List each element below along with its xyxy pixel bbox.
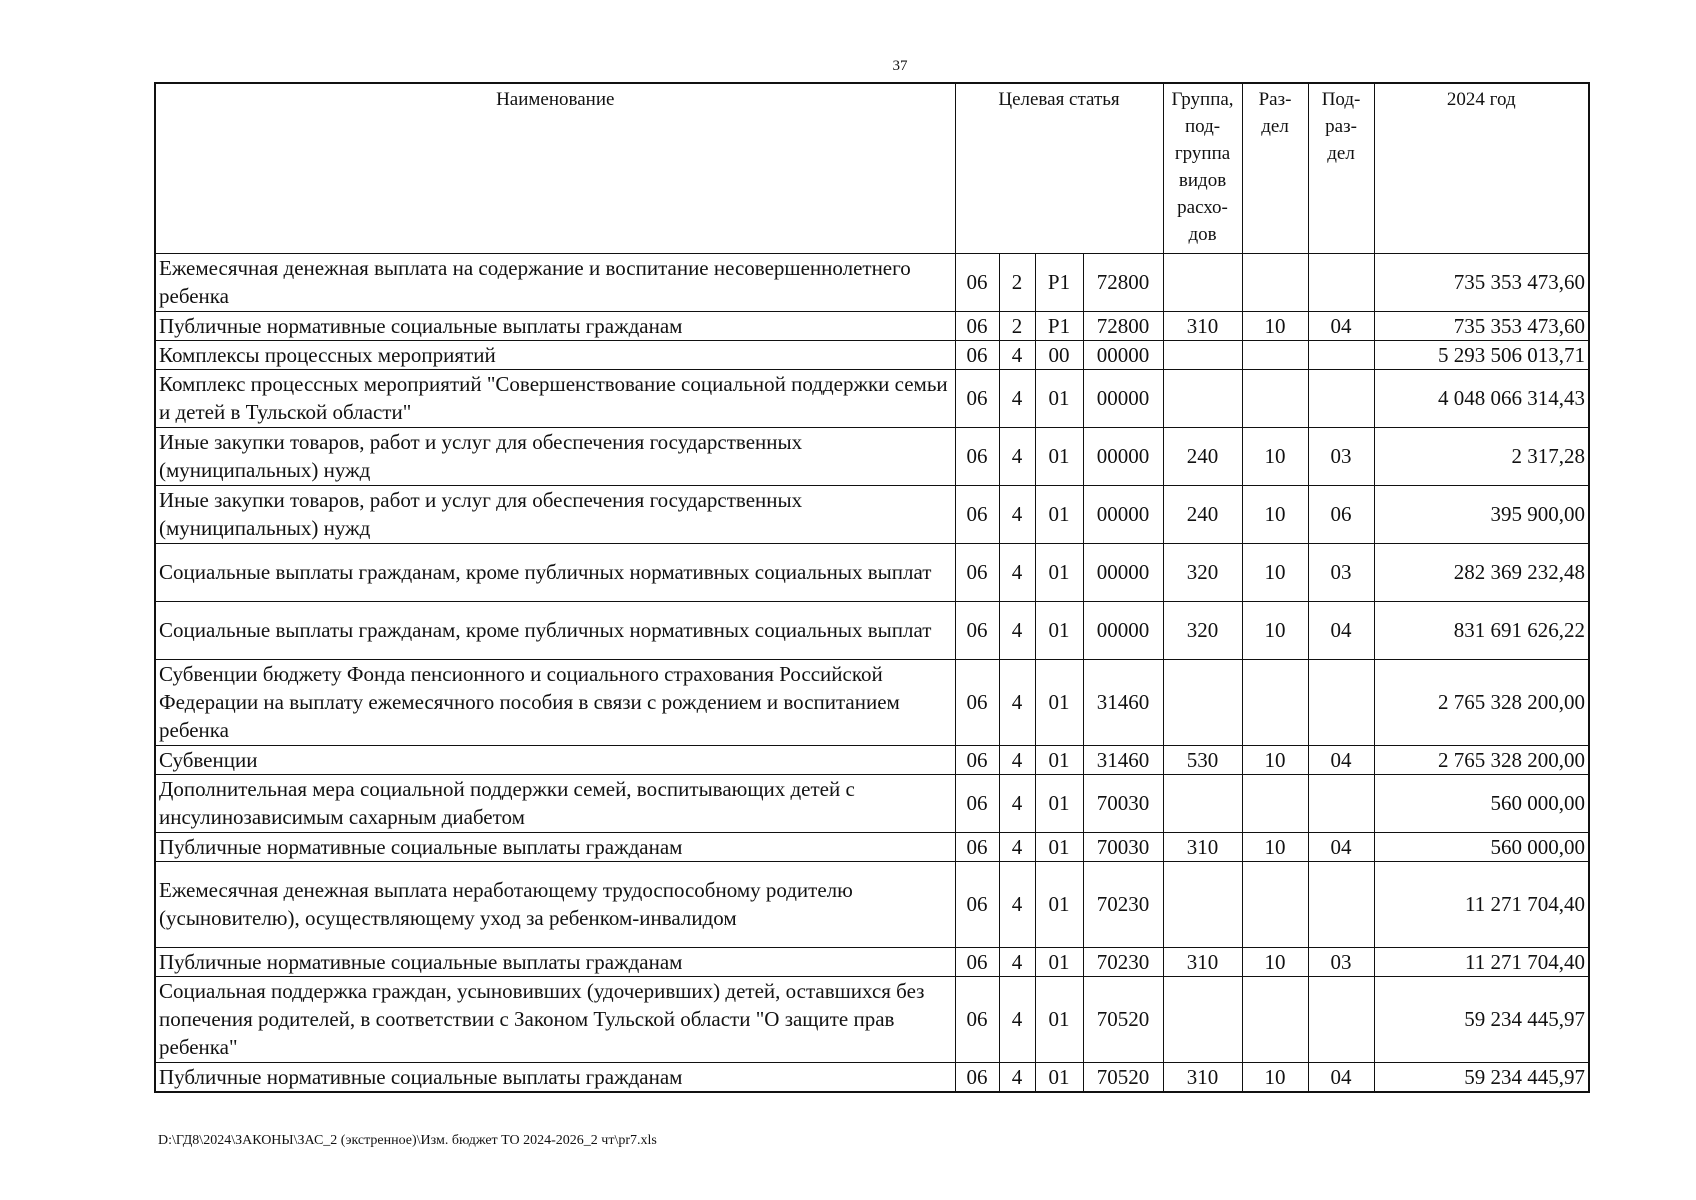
target-code-type: 4 [999,1062,1035,1092]
target-code-direction: 72800 [1083,311,1163,340]
target-code-program: 06 [955,543,999,601]
target-code-type: 4 [999,340,1035,369]
row-expense-group [1163,659,1242,745]
target-code-direction: 00000 [1083,340,1163,369]
row-amount: 560 000,00 [1374,832,1589,861]
target-code-program: 06 [955,369,999,427]
row-amount: 282 369 232,48 [1374,543,1589,601]
row-subsection [1308,659,1374,745]
target-code-type: 2 [999,311,1035,340]
table-row [155,543,1589,601]
target-code-type: 4 [999,861,1035,947]
row-section: 10 [1242,1062,1308,1092]
row-section [1242,774,1308,832]
target-code-structure: 01 [1035,947,1083,976]
header-name: Наименование [155,83,955,253]
row-name: Публичные нормативные социальные выплаты гражданам [155,832,955,861]
row-amount: 735 353 473,60 [1374,311,1589,340]
row-expense-group [1163,340,1242,369]
header-target-article: Целевая статья [955,83,1163,253]
row-expense-group: 320 [1163,601,1242,659]
row-subsection: 04 [1308,311,1374,340]
row-name: Ежемесячная денежная выплата на содержание и воспитание несовершеннолетнего ребенка [155,253,955,311]
target-code-program: 06 [955,659,999,745]
target-code-structure: Р1 [1035,311,1083,340]
target-code-direction: 70520 [1083,1062,1163,1092]
target-code-structure: 01 [1035,774,1083,832]
row-name: Комплекс процессных мероприятий "Совершенствование социальной поддержки семьи и детей в Тульской области" [155,369,955,427]
table-header-row [155,83,1589,253]
target-code-direction: 72800 [1083,253,1163,311]
target-code-program: 06 [955,340,999,369]
row-subsection [1308,774,1374,832]
table-row [155,659,1589,745]
target-code-type: 4 [999,601,1035,659]
row-amount: 4 048 066 314,43 [1374,369,1589,427]
table-row [155,601,1589,659]
row-subsection: 04 [1308,1062,1374,1092]
target-code-direction: 70230 [1083,861,1163,947]
row-name: Социальные выплаты гражданам, кроме публичных нормативных социальных выплат [155,601,955,659]
target-code-direction: 70230 [1083,947,1163,976]
row-amount: 59 234 445,97 [1374,1062,1589,1092]
target-code-type: 4 [999,659,1035,745]
row-subsection [1308,369,1374,427]
row-section: 10 [1242,601,1308,659]
row-name: Дополнительная мера социальной поддержки семей, воспитывающих детей с инсулинозависимым сахарным диабетом [155,774,955,832]
table-row [155,947,1589,976]
table-body [155,253,1589,1092]
target-code-structure: 01 [1035,976,1083,1062]
target-code-type: 4 [999,745,1035,774]
table-row [155,774,1589,832]
row-name: Иные закупки товаров, работ и услуг для обеспечения государственных (муниципальных) нужд [155,427,955,485]
target-code-direction: 00000 [1083,601,1163,659]
target-code-structure: 01 [1035,369,1083,427]
row-amount: 735 353 473,60 [1374,253,1589,311]
row-name: Субвенции бюджету Фонда пенсионного и социального страхования Российской Федерации на выплату ежемесячного пособия в связи с рождением и воспитанием ребенка [155,659,955,745]
row-expense-group [1163,861,1242,947]
row-amount: 831 691 626,22 [1374,601,1589,659]
target-code-program: 06 [955,774,999,832]
target-code-direction: 00000 [1083,543,1163,601]
row-expense-group: 310 [1163,947,1242,976]
row-expense-group: 240 [1163,485,1242,543]
row-amount: 11 271 704,40 [1374,861,1589,947]
row-subsection: 04 [1308,832,1374,861]
target-code-program: 06 [955,427,999,485]
row-subsection: 03 [1308,947,1374,976]
target-code-type: 4 [999,976,1035,1062]
target-code-program: 06 [955,311,999,340]
target-code-structure: 01 [1035,861,1083,947]
row-amount: 2 765 328 200,00 [1374,659,1589,745]
row-name: Публичные нормативные социальные выплаты гражданам [155,311,955,340]
target-code-structure: 01 [1035,832,1083,861]
row-name: Социальная поддержка граждан, усыновивших (удочеривших) детей, оставшихся без попечения родителей, в соответствии с Законом Тульской области "О защите прав ребенка" [155,976,955,1062]
target-code-type: 4 [999,832,1035,861]
row-subsection [1308,861,1374,947]
target-code-program: 06 [955,601,999,659]
table-row [155,745,1589,774]
row-section: 10 [1242,832,1308,861]
target-code-direction: 70520 [1083,976,1163,1062]
header-section: Раз-дел [1242,83,1308,253]
header-expense-group: Группа, под-группа видов расхо-дов [1163,83,1242,253]
row-name: Публичные нормативные социальные выплаты гражданам [155,947,955,976]
row-section: 10 [1242,745,1308,774]
row-expense-group [1163,774,1242,832]
row-subsection [1308,253,1374,311]
row-section [1242,369,1308,427]
target-code-program: 06 [955,485,999,543]
row-name: Иные закупки товаров, работ и услуг для обеспечения государственных (муниципальных) нужд [155,485,955,543]
table-row [155,861,1589,947]
row-section: 10 [1242,947,1308,976]
header-subsection: Под-раз-дел [1308,83,1374,253]
target-code-structure: 01 [1035,543,1083,601]
table-row [155,485,1589,543]
target-code-direction: 00000 [1083,427,1163,485]
target-code-type: 4 [999,947,1035,976]
target-code-direction: 70030 [1083,774,1163,832]
table-row [155,832,1589,861]
row-section [1242,253,1308,311]
row-name: Субвенции [155,745,955,774]
page-number: 37 [892,58,908,74]
row-expense-group: 320 [1163,543,1242,601]
header-year: 2024 год [1374,83,1589,253]
row-expense-group: 310 [1163,311,1242,340]
target-code-type: 4 [999,427,1035,485]
table-row [155,340,1589,369]
target-code-program: 06 [955,861,999,947]
row-section [1242,976,1308,1062]
target-code-structure: 00 [1035,340,1083,369]
table-row [155,369,1589,427]
row-section: 10 [1242,427,1308,485]
table-row [155,253,1589,311]
target-code-direction: 70030 [1083,832,1163,861]
row-amount: 11 271 704,40 [1374,947,1589,976]
target-code-type: 4 [999,369,1035,427]
row-section: 10 [1242,543,1308,601]
row-expense-group: 310 [1163,832,1242,861]
row-subsection: 04 [1308,601,1374,659]
table-row [155,311,1589,340]
row-subsection [1308,976,1374,1062]
target-code-structure: Р1 [1035,253,1083,311]
table-row [155,427,1589,485]
target-code-type: 2 [999,253,1035,311]
target-code-program: 06 [955,1062,999,1092]
row-amount: 560 000,00 [1374,774,1589,832]
footer-file-path: D:\ГД8\2024\ЗАКОНЫ\ЗАС_2 (экстренное)\Изм. бюджет ТО 2024-2026_2 чт\pr7.xls [158,1133,657,1148]
target-code-structure: 01 [1035,1062,1083,1092]
target-code-type: 4 [999,543,1035,601]
target-code-structure: 01 [1035,485,1083,543]
row-section: 10 [1242,311,1308,340]
row-amount: 59 234 445,97 [1374,976,1589,1062]
row-subsection: 04 [1308,745,1374,774]
target-code-type: 4 [999,485,1035,543]
table-row [155,1062,1589,1092]
target-code-program: 06 [955,253,999,311]
row-name: Публичные нормативные социальные выплаты гражданам [155,1062,955,1092]
target-code-direction: 00000 [1083,369,1163,427]
target-code-program: 06 [955,947,999,976]
target-code-program: 06 [955,976,999,1062]
row-subsection [1308,340,1374,369]
target-code-direction: 00000 [1083,485,1163,543]
target-code-type: 4 [999,774,1035,832]
row-amount: 2 317,28 [1374,427,1589,485]
row-expense-group: 530 [1163,745,1242,774]
target-code-program: 06 [955,745,999,774]
row-subsection: 06 [1308,485,1374,543]
row-section: 10 [1242,485,1308,543]
row-expense-group [1163,253,1242,311]
target-code-structure: 01 [1035,601,1083,659]
row-expense-group [1163,369,1242,427]
row-expense-group: 310 [1163,1062,1242,1092]
target-code-structure: 01 [1035,745,1083,774]
target-code-program: 06 [955,832,999,861]
table-row [155,976,1589,1062]
row-expense-group: 240 [1163,427,1242,485]
target-code-direction: 31460 [1083,745,1163,774]
budget-table [154,82,1590,1093]
row-amount: 2 765 328 200,00 [1374,745,1589,774]
row-name: Социальные выплаты гражданам, кроме публичных нормативных социальных выплат [155,543,955,601]
target-code-structure: 01 [1035,427,1083,485]
row-name: Комплексы процессных мероприятий [155,340,955,369]
row-name: Ежемесячная денежная выплата неработающему трудоспособному родителю (усыновителю), осуществляющему уход за ребенком-инвалидом [155,861,955,947]
row-amount: 5 293 506 013,71 [1374,340,1589,369]
row-section [1242,659,1308,745]
row-section [1242,340,1308,369]
row-section [1242,861,1308,947]
target-code-structure: 01 [1035,659,1083,745]
row-subsection: 03 [1308,427,1374,485]
row-amount: 395 900,00 [1374,485,1589,543]
row-subsection: 03 [1308,543,1374,601]
target-code-direction: 31460 [1083,659,1163,745]
row-expense-group [1163,976,1242,1062]
